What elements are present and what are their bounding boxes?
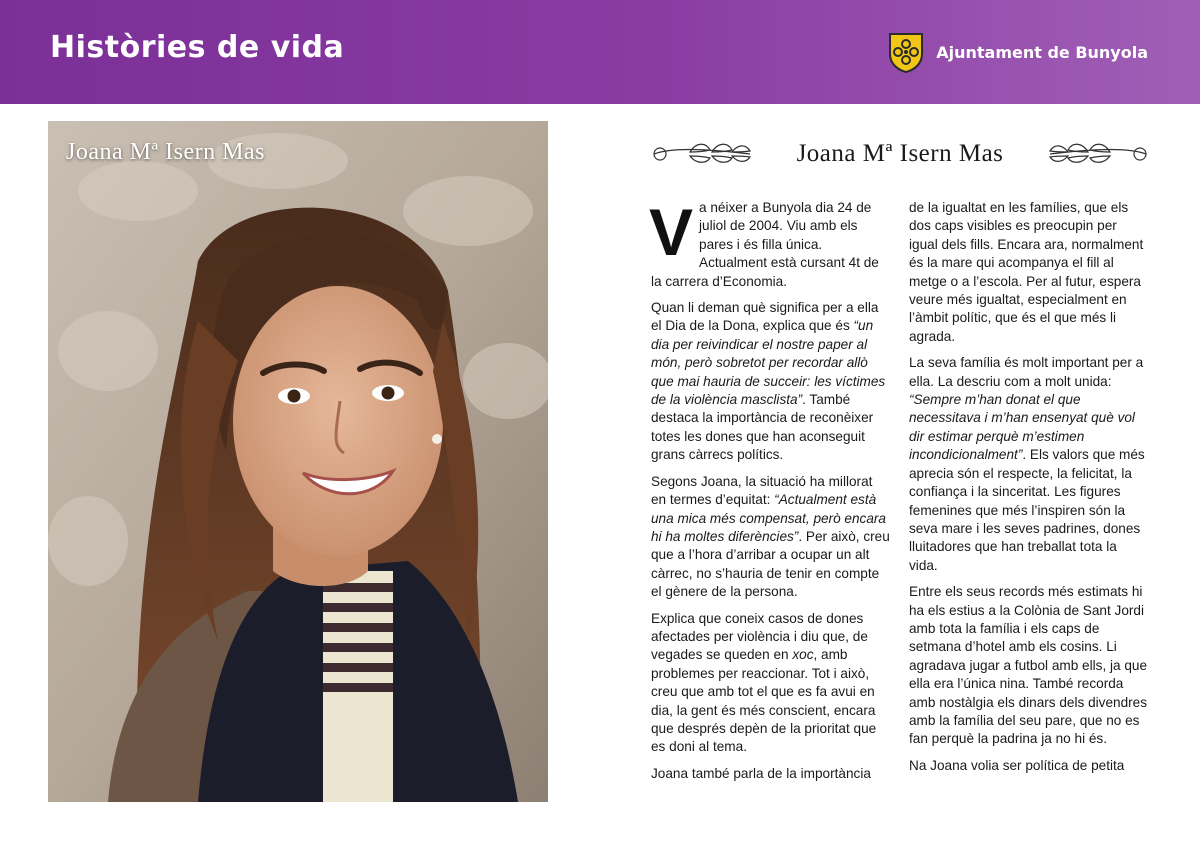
brand xyxy=(886,30,1148,74)
drop-cap: V xyxy=(649,195,694,269)
header-band xyxy=(0,0,1200,104)
brand-name: Ajuntament de Bunyola xyxy=(936,42,1148,62)
paragraph xyxy=(651,765,891,783)
paragraph-text: Joana també parla de la importància xyxy=(651,765,871,781)
article-title: Joana Mª Isern Mas xyxy=(796,140,1004,167)
paragraph-text: Entre els seus records més estimats hi ha els estius a la Colònia de Sant Jordi amb tota la família i els caps de setmana d’hotel amb els cosins. Li agradava jugar a futbol amb ells, ja que ella era l’única nina. També recorda amb nostàlgia els dinars dels divendres amb la família del seu pare, que no es fan perquè la padrina ja no hi és. xyxy=(909,584,1148,747)
paragraph-text: La seva família és molt important per a ella. La descriu com a molt unida: xyxy=(909,355,1144,389)
paragraph-text: . Per això, creu que a l’hora d’arribar a ocupar un alt càrrec, no s’hauria de tenir en compte el gènere de la persona. xyxy=(651,528,890,600)
paragraph xyxy=(909,583,1149,749)
paragraph-text: de la igualtat en les famílies, que els dos caps visibles es preocupin per igual dels fills. Encara ara, normalment és la mare qui acompanya el fill al metge o a l’escola. Per al futur, espera veure més igualtat, especialment en l’àmbit polític, que és el que més li agrada. xyxy=(909,200,1144,344)
municipal-crest-icon xyxy=(886,30,926,74)
paragraph-text: Explica que coneix casos de dones afectades per violència i diu que, de vegades se queden en xyxy=(651,610,868,663)
article-heading xyxy=(650,132,1150,176)
paragraph xyxy=(649,195,891,291)
paragraph-text: Quan li deman què significa per a ella el Dia de la Dona, explica que és xyxy=(651,300,879,334)
photo-caption: Joana Mª Isern Mas xyxy=(66,139,265,165)
quote: “Actualment està una mica més compensat, però encara hi ha moltes diferències” xyxy=(651,492,886,544)
paragraph xyxy=(909,199,1149,346)
paragraph xyxy=(909,354,1149,575)
emphasis: xoc xyxy=(792,647,814,663)
paragraph xyxy=(651,473,891,602)
quote: “un dia per reivindicar el nostre paper al món, però sobretot per recordar allò que mai hauria de succeir: les víctimes de la violència masclista” xyxy=(651,318,886,408)
quote: “Sempre m’han donat el que necessitava i m’han ensenyat què vol dir estimar perquè m’estimen incondicionalment” xyxy=(909,392,1135,463)
laurel-branch-icon xyxy=(1045,138,1150,170)
laurel-branch-icon xyxy=(650,138,755,170)
paragraph xyxy=(909,757,1149,775)
paragraph xyxy=(651,299,891,465)
portrait-photo xyxy=(48,121,548,802)
section-title: Històries de vida xyxy=(50,30,345,65)
paragraph-text: . Els valors que més aprecia són el respecte, la felicitat, la confiança i la sinceritat. Les figures femenines que més l’inspiren són la seva mare i les seves padrines, dones lluitadores que han treballat tota la vida. xyxy=(909,447,1145,573)
paragraph-text: . També destaca la importància de reconèixer totes les dones que han aconseguit grans càrrecs polítics. xyxy=(651,392,874,463)
paragraph-text: , amb problemes per reaccionar. Tot i això, creu que amb tot el que es fa avui en dia, la gent és més conscient, encara que després depèn de la prioritat que es doni al tema. xyxy=(651,647,877,755)
paragraph xyxy=(651,610,891,757)
article-column-1 xyxy=(649,195,891,791)
paragraph-text: Na Joana volia ser política de petita xyxy=(909,757,1125,773)
article-column-2 xyxy=(909,199,1149,783)
paragraph-text: Segons Joana, la situació ha millorat en termes d’equitat: xyxy=(651,473,873,508)
paragraph-text: a néixer a Bunyola dia 24 de juliol de 2004. Viu amb els pares i és filla única. Actualment està cursant 4t de la carrera d’Economia. xyxy=(651,200,879,289)
